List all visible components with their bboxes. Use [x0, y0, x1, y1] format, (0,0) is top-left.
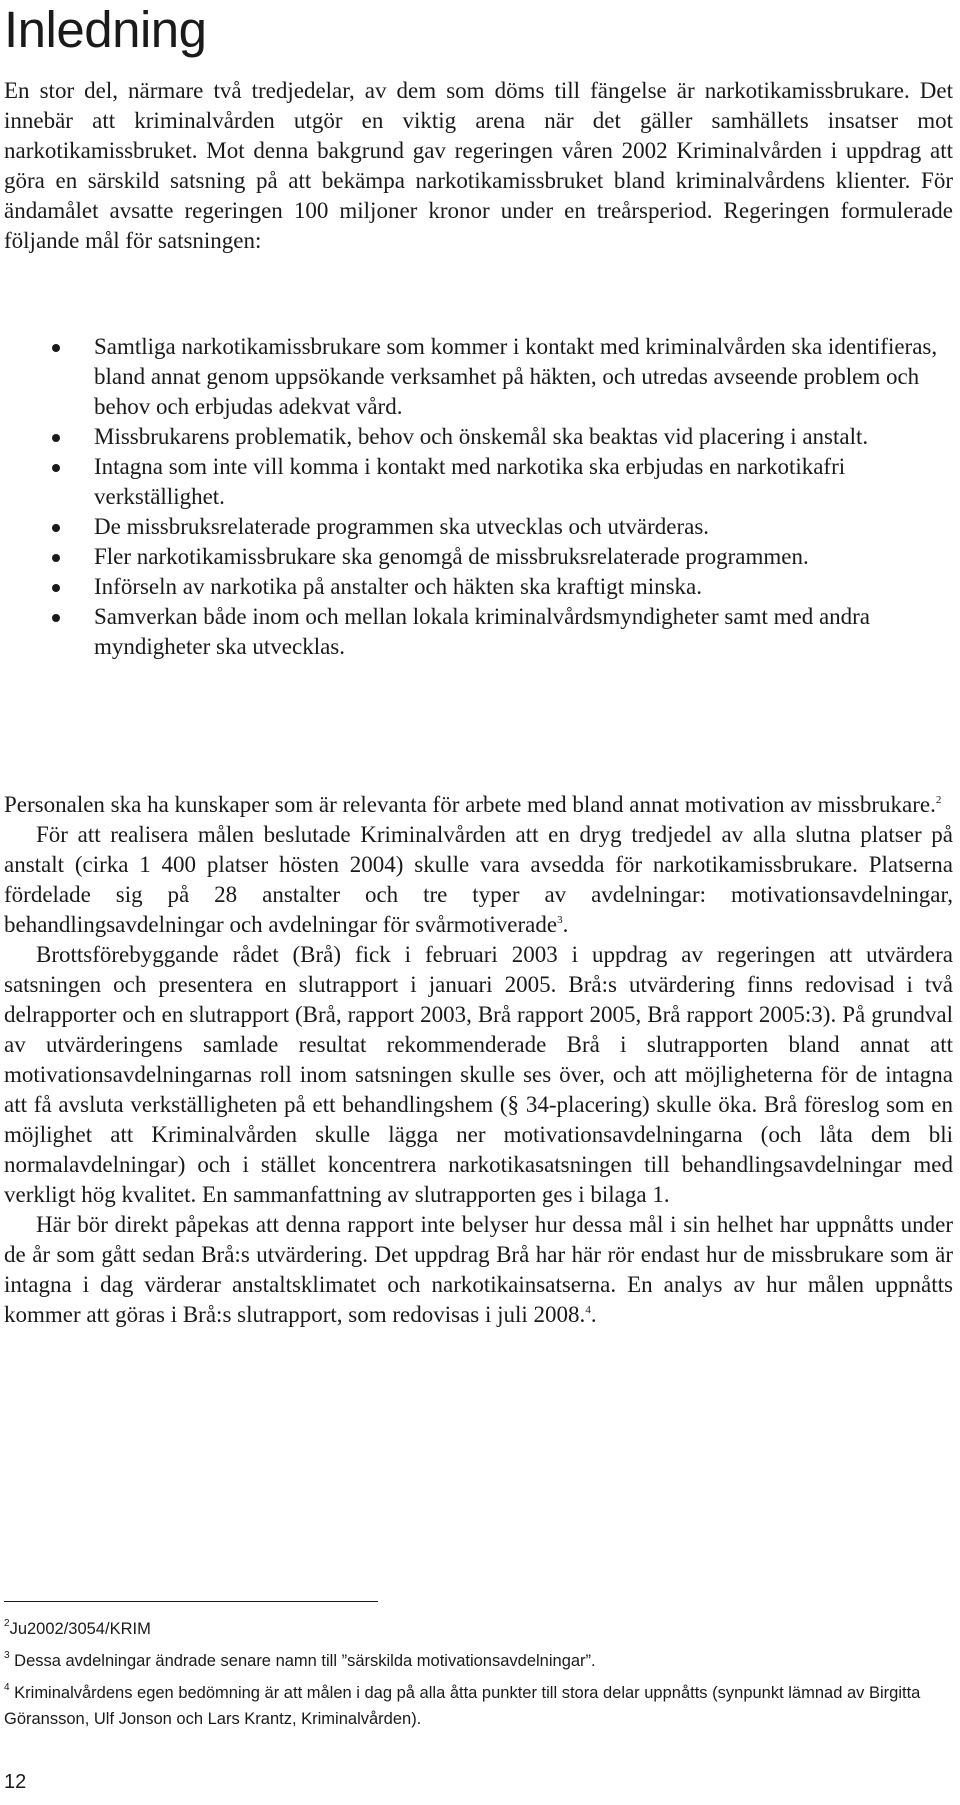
- goals-list: [0, 332, 953, 662]
- goal-item: [0, 602, 953, 662]
- footnote-3: [4, 1648, 953, 1674]
- goal-text: Intagna som inte vill komma i kontakt med narkotika ska erbjudas en narkotikafri verkställighet.: [94, 454, 846, 509]
- footnote-number: 2: [4, 1618, 10, 1629]
- bullet-icon: [52, 584, 60, 592]
- footnote-number: 3: [4, 1650, 10, 1661]
- places-text: För att realisera målen beslutade Kriminalvården att en dryg tredjedel av alla slutna platser på anstalt (cirka 1 400 platser hösten 2004) skulle vara avsedda för narkotikamissbrukare. Platserna fördelade sig på 28 anstalter och tre typer av avdelningar: motivationsavdelningar, behandlingsavdelningar och avdelningar för svårmotiverade: [4, 822, 953, 937]
- bullet-icon: [52, 524, 60, 532]
- bra-text-2: 34-placering) skulle öka. Brå föreslog som en möjlighet att Kriminalvården skulle lägga ner motivationsavdelningarna (och låta dem bli normalavdelningar) och i stället koncentrera narkotikasatsningen till behandlingsavdelningar med verkligt hög kvalitet. En sammanfattning av slutrapporten ges i bilaga 1.: [4, 1092, 953, 1207]
- footnote-ref-3[interactable]: 3: [557, 914, 563, 926]
- goal-item: [0, 332, 953, 422]
- goal-text: Missbrukarens problematik, behov och önskemål ska beaktas vid placering i anstalt.: [94, 424, 869, 449]
- goal-text: De missbruksrelaterade programmen ska utvecklas och utvärderas.: [94, 514, 710, 539]
- goal-item: [0, 512, 953, 542]
- bullet-icon: [52, 464, 60, 472]
- footnote-ref-2[interactable]: 2: [935, 794, 942, 806]
- goal-item: [0, 452, 953, 512]
- staff-text: Personalen ska ha kunskaper som är relevanta för arbete med bland annat motivation av missbrukare.: [4, 792, 936, 817]
- goal-item: [0, 422, 953, 452]
- footnote-4: [4, 1680, 953, 1732]
- goal-item: [0, 572, 953, 602]
- report-text-end: .: [590, 1302, 597, 1327]
- footnote-text: Dessa avdelningar ändrade senare namn till ”särskilda motivationsavdelningar”.: [9, 1652, 596, 1670]
- goal-text: Samtliga narkotikamissbrukare som kommer i kontakt med kriminalvården ska identifieras, bland annat genom uppsökande verksamhet på häkten, och utredas avseende problem och behov och erbjudas adekvat vård.: [94, 334, 938, 419]
- footnote-2: [4, 1616, 953, 1642]
- bullet-icon: [52, 434, 60, 442]
- bra-text-1: Brottsförebyggande rådet (Brå) fick i februari 2003 i uppdrag av regeringen att utvärdera satsningen och presentera en slutrapport i januari 2005. Brå:s utvärdering finns redovisad i två delrapporter och en slutrapport (Brå, rapport 2003, Brå rapport 2005, Brå rapport 2005:3). På grundval av utvärderingens samlade resultat rekommenderade Brå i slutrapporten bland annat att motivationsavdelningarnas roll inom satsningen skulle ses över, och att möjligheterna för de intagna att få avsluta verkställigheten på ett behandlingshem (: [4, 942, 953, 1117]
- footnotes: [4, 1616, 953, 1738]
- goal-text: Införseln av narkotika på anstalter och häkten ska kraftigt minska.: [94, 574, 703, 599]
- report-paragraph: [4, 1210, 953, 1330]
- footnote-text: Ju2002/3054/KRIM: [9, 1620, 151, 1638]
- section-sign: §: [507, 1092, 520, 1117]
- goal-text: Fler narkotikamissbrukare ska genomgå de missbruksrelaterade programmen.: [94, 544, 809, 569]
- goal-item: [0, 542, 953, 572]
- places-text-end: .: [562, 912, 569, 937]
- places-paragraph: [4, 820, 953, 940]
- page-number: 12: [4, 1771, 27, 1793]
- bullet-icon: [52, 554, 60, 562]
- staff-paragraph: [4, 790, 953, 820]
- page-heading: Inledning: [4, 1, 207, 58]
- bullet-icon: [52, 614, 60, 622]
- intro-paragraph: En stor del, närmare två tredjedelar, av dem som döms till fängelse är narkotikamissbrukare. Det innebär att kriminalvården utgör en viktig arena när det gäller samhällets insatser mot narkotikamissbruket. Mot denna bakgrund gav regeringen våren 2002 Kriminalvården i uppdrag att göra en särskild satsning på att bekämpa narkotikamissbruket bland kriminalvårdens klienter. För ändamålet avsatte regeringen 100 miljoner kronor under en treårsperiod. Regeringen formulerade följande mål för satsningen:: [4, 78, 953, 253]
- bullet-icon: [52, 344, 60, 352]
- goal-text: Samverkan både inom och mellan lokala kriminalvårdsmyndigheter samt med andra myndigheter ska utvecklas.: [94, 604, 871, 659]
- footnote-number: 4: [4, 1682, 10, 1693]
- report-text: Här bör direkt påpekas att denna rapport inte belyser hur dessa mål i sin helhet har uppnåtts under de år som gått sedan Brå:s utvärdering. Det uppdrag Brå har här rör endast hur de missbrukare som är intagna i dag värderar anstaltsklimatet och narkotikainsatserna. En analys av hur målen uppnåtts kommer att göras i Brå:s slutrapport, som redovisas i juli 2008.: [4, 1212, 953, 1327]
- body-text: [4, 790, 953, 1330]
- bra-paragraph: [4, 940, 953, 1210]
- footnote-text: Kriminalvårdens egen bedömning är att målen i dag på alla åtta punkter till stora delar uppnåtts (synpunkt lämnad av Birgitta Göransson, Ulf Jonson och Lars Krantz, Kriminalvården).: [4, 1684, 921, 1728]
- footnote-ref-4[interactable]: 4: [585, 1304, 591, 1316]
- footnote-divider: [4, 1601, 378, 1602]
